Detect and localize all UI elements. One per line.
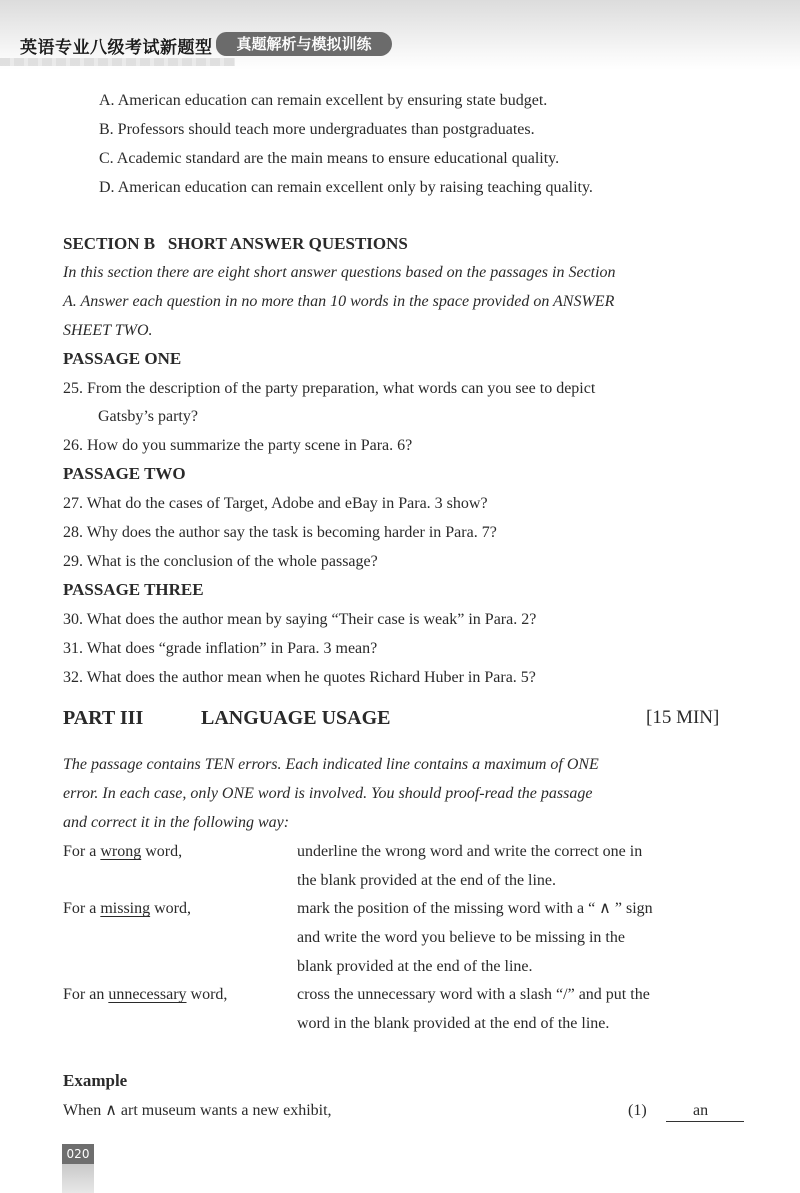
rule-missing-text: and write the word you believe to be missing in the xyxy=(297,929,625,946)
mc-option-c xyxy=(99,149,559,169)
series-tag: 真题解析与模拟训练 xyxy=(216,32,392,56)
question-32: 32. What does the author mean when he quotes Richard Huber in Para. 5? xyxy=(63,669,536,686)
rule-missing-text: mark the position of the missing word with a “ ∧ ” sign xyxy=(297,900,653,917)
part3-instruction-line: and correct it in the following way: xyxy=(63,814,290,831)
passage-two-title: PASSAGE TWO xyxy=(63,464,186,483)
rule-unnecessary-label: For an unnecessary word, xyxy=(63,986,228,1003)
section-b-instruction-line: SHEET TWO. xyxy=(63,322,153,339)
example-number: (1) xyxy=(628,1102,647,1119)
example-heading: Example xyxy=(63,1071,128,1090)
question-25: 25. From the description of the party preparation, what words can you see to depict xyxy=(63,380,596,397)
option-text: American education can remain excellent by ensuring state budget. xyxy=(117,92,548,109)
rule-unnecessary-text: word in the blank provided at the end of the line. xyxy=(297,1015,610,1032)
part3-instruction-line: The passage contains TEN errors. Each indicated line contains a maximum of ONE xyxy=(63,756,599,773)
section-b-instruction-line: A. Answer each question in no more than 10 words in the space provided on ANSWER xyxy=(63,293,615,310)
option-text: American education can remain excellent only by raising teaching quality. xyxy=(117,179,593,196)
section-b-instruction-line: In this section there are eight short answer questions based on the passages in Section xyxy=(63,264,616,281)
passage-one-title: PASSAGE ONE xyxy=(63,349,182,368)
question-29: 29. What is the conclusion of the whole passage? xyxy=(63,553,378,570)
question-28: 28. Why does the author say the task is becoming harder in Para. 7? xyxy=(63,524,497,541)
question-26: 26. How do you summarize the party scene in Para. 6? xyxy=(63,437,413,454)
keyword-missing: missing xyxy=(100,900,151,917)
option-letter: B. xyxy=(99,121,114,138)
option-letter: A. xyxy=(99,92,115,109)
part3-instruction-line: error. In each case, only ONE word is involved. You should proof-read the passage xyxy=(63,785,593,802)
rule-wrong-label: For a wrong word, xyxy=(63,843,183,860)
page-tab xyxy=(62,1164,94,1193)
page-number: 020 xyxy=(62,1144,94,1164)
option-text: Academic standard are the main means to ensure educational quality. xyxy=(116,150,560,167)
book-title: 英语专业八级考试新题型 xyxy=(20,38,213,58)
part-title: LANGUAGE USAGE xyxy=(201,707,391,729)
mc-option-d xyxy=(99,178,593,198)
example-answer: an xyxy=(693,1102,709,1119)
rule-unnecessary-text: cross the unnecessary word with a slash “/” and put the xyxy=(297,986,650,1003)
question-25-cont: Gatsby’s party? xyxy=(98,408,198,425)
option-letter: D. xyxy=(99,179,115,196)
mc-option-b xyxy=(99,120,535,140)
answer-blank-line xyxy=(666,1121,744,1122)
part-time: [15 MIN] xyxy=(646,707,720,728)
section-b-heading: SECTION B SHORT ANSWER QUESTIONS xyxy=(63,234,408,253)
option-letter: C. xyxy=(99,150,114,167)
keyword-wrong: wrong xyxy=(100,843,142,860)
header-stripe xyxy=(0,58,235,66)
mc-option-a xyxy=(99,91,547,111)
question-30: 30. What does the author mean by saying “Their case is weak” in Para. 2? xyxy=(63,611,537,628)
question-31: 31. What does “grade inflation” in Para. 3 mean? xyxy=(63,640,378,657)
rule-wrong-text: the blank provided at the end of the line. xyxy=(297,872,557,889)
rule-missing-label: For a missing word, xyxy=(63,900,192,917)
question-27: 27. What do the cases of Target, Adobe and eBay in Para. 3 show? xyxy=(63,495,488,512)
part-label: PART III xyxy=(63,707,144,729)
option-text: Professors should teach more undergraduates than postgraduates. xyxy=(117,121,535,138)
keyword-unnecessary: unnecessary xyxy=(108,986,187,1003)
rule-wrong-text: underline the wrong word and write the correct one in xyxy=(297,843,643,860)
passage-three-title: PASSAGE THREE xyxy=(63,580,204,599)
rule-missing-text: blank provided at the end of the line. xyxy=(297,958,533,975)
example-sentence: When ∧ art museum wants a new exhibit, xyxy=(63,1102,332,1119)
